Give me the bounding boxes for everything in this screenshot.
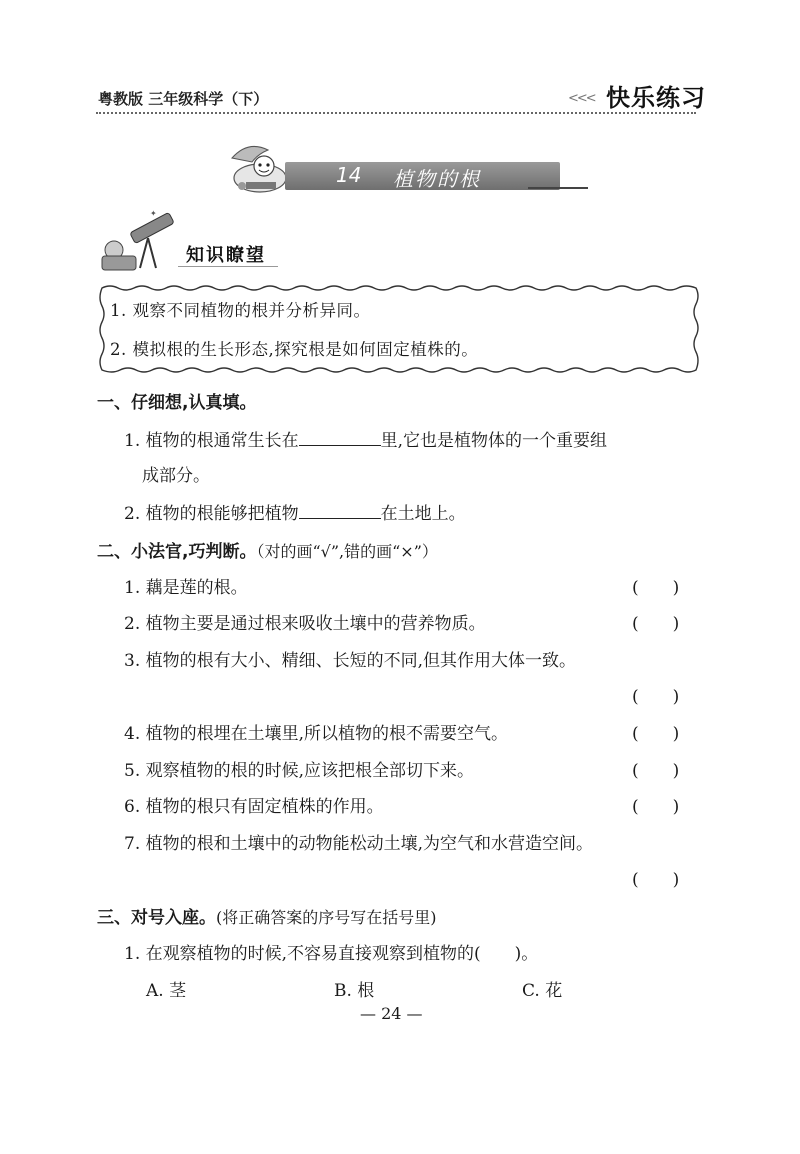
option-b[interactable]: B. 根 [334,981,375,1001]
knowledge-underline [178,266,278,267]
series-title: 快乐练习 [606,84,706,112]
answer-paren-4[interactable]: ( ) [632,724,680,744]
judge-item-1: 1. 藕是莲的根。 [124,578,248,598]
answer-paren-5[interactable]: ( ) [632,761,680,781]
judge-item-6: 6. 植物的根只有固定植株的作用。 [124,797,384,817]
svg-text:✦: ✦ [150,209,157,218]
judge-item-3: 3. 植物的根有大小、精细、长短的不同,但其作用大体一致。 [124,651,577,671]
knowledge-preview-label: 知识瞭望 [186,245,266,266]
fill-question-1: 1. 植物的根通常生长在 里,它也是植物体的一个重要组 [124,431,608,451]
lesson-title: 植物的根 [393,167,481,191]
answer-blank-1[interactable] [299,431,381,446]
answer-blank-2[interactable] [299,504,381,519]
answer-paren-2[interactable]: ( ) [632,614,680,634]
page-number: — 24 — [360,1004,423,1023]
answer-paren-3[interactable]: ( ) [632,687,680,707]
header-arrows: <<< [568,91,595,106]
book-title: 粤教版 三年级科学（下） [98,90,269,108]
lesson-number: 14 [336,163,362,187]
judge-item-5: 5. 观察植物的根的时候,应该把根全部切下来。 [124,761,475,781]
answer-paren-7[interactable]: ( ) [632,870,680,890]
answer-paren-1[interactable]: ( ) [632,578,680,598]
section2-title: 二、小法官,巧判断。（对的画“√”,错的画“×”） [97,542,438,562]
fill-question-1-continued: 成部分。 [142,466,210,486]
judge-item-7: 7. 植物的根和土壤中的动物能松动土壤,为空气和水营造空间。 [124,834,594,854]
section3-title: 三、对号入座。(将正确答案的序号写在括号里) [97,908,437,928]
option-a[interactable]: A. 茎 [146,981,187,1001]
header-divider [96,112,696,114]
judge-item-4: 4. 植物的根埋在土壤里,所以植物的根不需要空气。 [124,724,509,744]
goal-1: 1. 观察不同植物的根并分析异同。 [110,301,371,320]
fill-question-2: 2. 植物的根能够把植物 在土地上。 [124,504,466,524]
option-c[interactable]: C. 花 [522,981,563,1001]
choice-question-1: 1. 在观察植物的时候,不容易直接观察到植物的( )。 [124,944,539,964]
banner-underline [528,187,588,189]
goal-2: 2. 模拟根的生长形态,探究根是如何固定植株的。 [110,340,479,359]
section1-title: 一、仔细想,认真填。 [97,393,257,413]
telescope-icon [100,208,180,274]
judge-item-2: 2. 植物主要是通过根来吸收土壤中的营养物质。 [124,614,486,634]
answer-paren-6[interactable]: ( ) [632,797,680,817]
